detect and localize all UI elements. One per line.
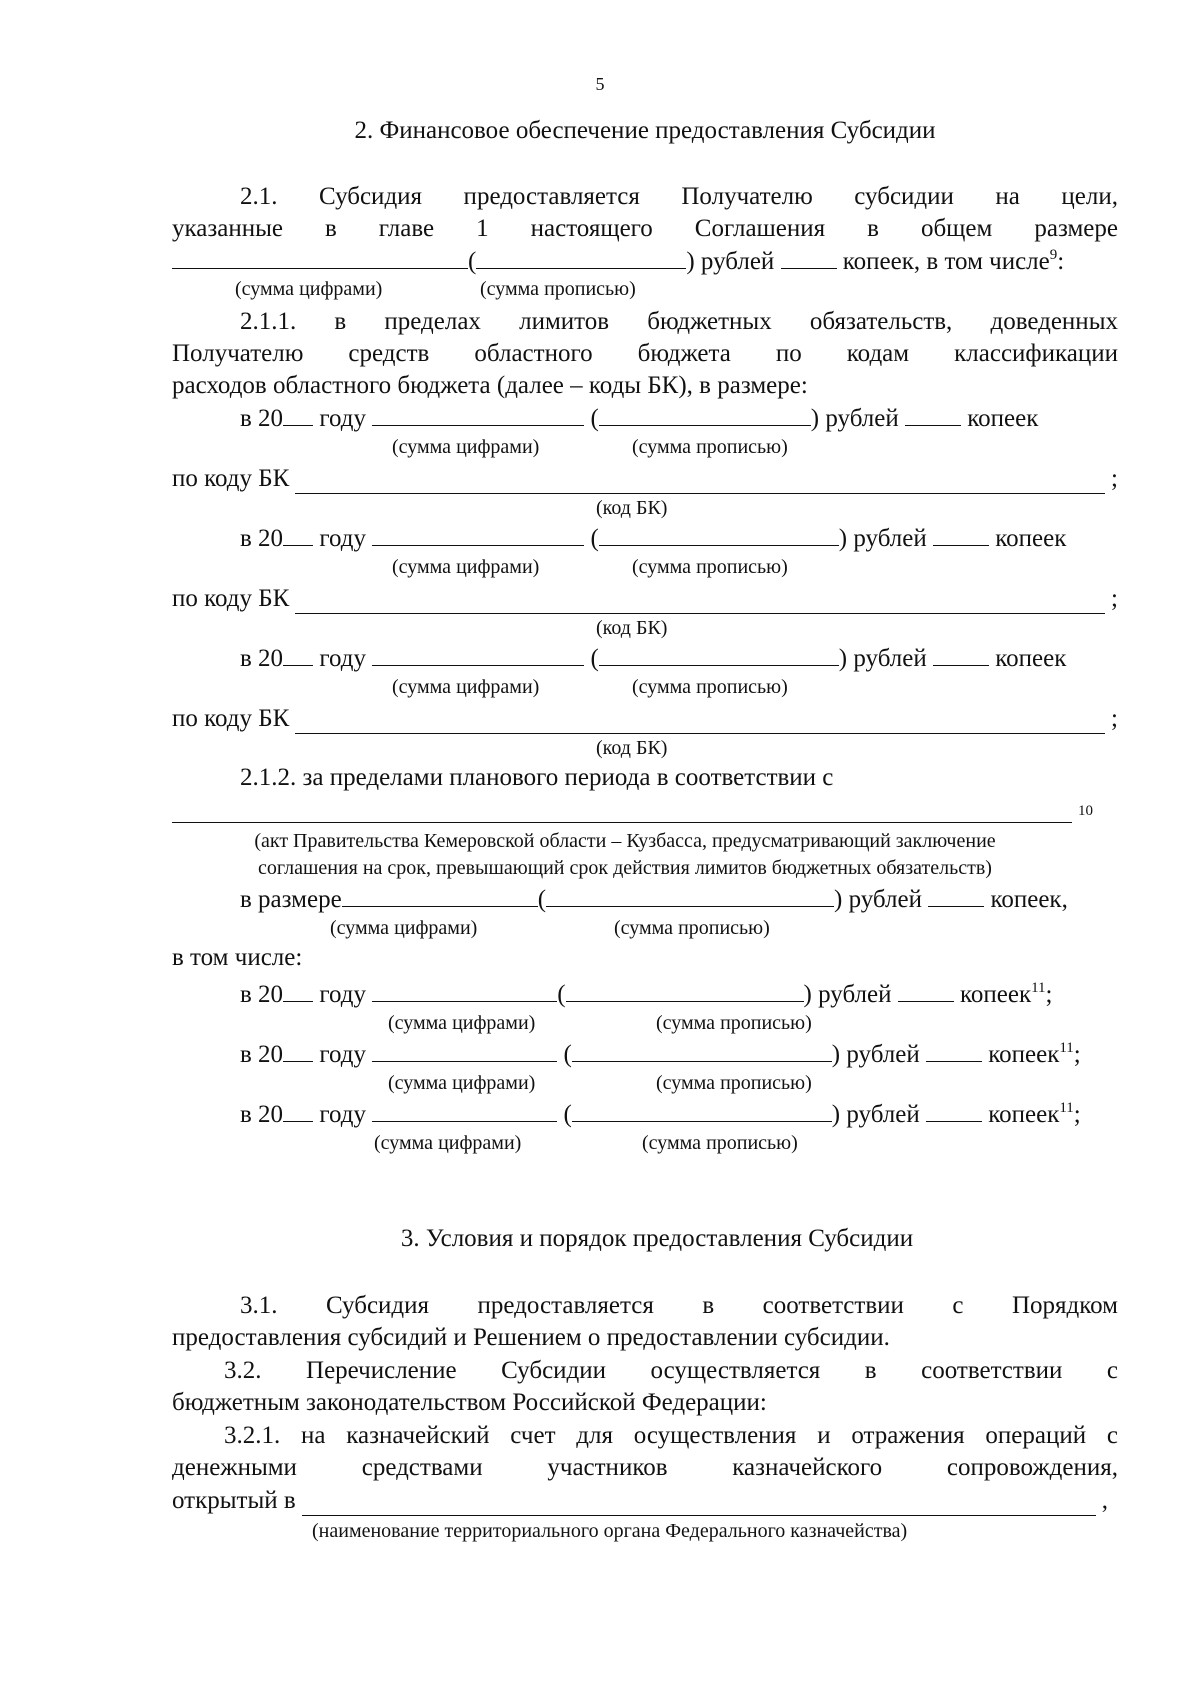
footnote-11: 11: [1031, 980, 1046, 996]
p32-line2: бюджетным законодательством Российской Федерации:: [172, 1389, 767, 1416]
sum-words-blank[interactable]: [599, 643, 839, 666]
year-blank[interactable]: [283, 1039, 313, 1062]
p21-line1: 2.1. Субсидия предоставляется Получателю субсидии на цели,: [240, 183, 1118, 210]
sum-digits-blank[interactable]: [342, 884, 538, 907]
p321-line2: денежными средствами участников казначейского сопровождения,: [172, 1454, 1118, 1481]
caption-sum-digits: (сумма цифрами): [392, 676, 540, 698]
caption-bk: (код БК): [596, 617, 668, 639]
sum-words-blank[interactable]: [476, 246, 686, 269]
kopeks-blank[interactable]: [928, 884, 984, 907]
sum-digits-blank[interactable]: [372, 643, 584, 666]
kopeks-blank[interactable]: [905, 403, 961, 426]
caption-sum-digits: (сумма цифрами): [374, 1132, 522, 1154]
kopeks-blank[interactable]: [933, 523, 989, 546]
p21-line2: указанные в главе 1 настоящего Соглашения в общем размере: [172, 215, 1118, 242]
p31-line2: предоставления субсидий и Решением о предоставлении субсидии.: [172, 1324, 890, 1351]
footnote-9: 9: [1049, 247, 1058, 263]
sum-digits-blank[interactable]: [372, 403, 584, 426]
p211-line3: расходов областного бюджета (далее – коды БК), в размере:: [172, 372, 808, 399]
caption-sum-words: (сумма прописью): [614, 917, 770, 939]
section-3-title: 3. Условия и порядок предоставления Субсидии: [400, 1225, 914, 1252]
year-blank[interactable]: [283, 979, 313, 1002]
kopeks-blank[interactable]: [933, 643, 989, 666]
sum-words-blank[interactable]: [572, 1039, 832, 1062]
caption-sum-digits: (сумма цифрами): [330, 917, 478, 939]
sum-words-blank[interactable]: [572, 1099, 832, 1122]
bk-row-3: по коду БК ;: [172, 705, 1118, 732]
caption-sum-words: (сумма прописью): [632, 436, 788, 458]
kopeks-blank[interactable]: [926, 1039, 982, 1062]
footnote-11: 11: [1059, 1100, 1074, 1116]
caption-sum-digits: (сумма цифрами): [392, 556, 540, 578]
treasury-organ-blank[interactable]: [302, 1493, 1096, 1516]
year-row-2: в 20 году ( ) рублей копеек: [240, 525, 1067, 552]
caption-sum-digits: (сумма цифрами): [392, 436, 540, 458]
year-row-6: в 20 году ( ) рублей копеек$^{11}$;: [240, 1100, 1081, 1128]
kopeks-blank[interactable]: [898, 979, 954, 1002]
sum-digits-blank[interactable]: [372, 1099, 557, 1122]
p211-line1: 2.1.1. в пределах лимитов бюджетных обязательств, доведенных: [240, 308, 1118, 335]
year-blank[interactable]: [283, 403, 313, 426]
act-name-blank[interactable]: [172, 822, 1072, 823]
sum-words-blank[interactable]: [599, 403, 811, 426]
year-row-5: в 20 году ( ) рублей копеек$^{11}$;: [240, 1040, 1081, 1068]
incl-line: в том числе:: [172, 944, 303, 971]
p321-line3: открытый в ,: [172, 1487, 1108, 1514]
p21-line3: ( ) рублей копеек, в том числе$^9$:: [172, 246, 1118, 277]
year-row-1: в 20 году ( ) рублей копеек: [240, 405, 1039, 432]
page-number: 5: [595, 74, 605, 94]
p211-line2: Получателю средств областного бюджета по кодам классификации: [172, 340, 1118, 367]
caption-sum-words: (сумма прописью): [642, 1132, 798, 1154]
kopeks-blank[interactable]: [926, 1099, 982, 1122]
year-blank[interactable]: [283, 1099, 313, 1122]
sum-digits-blank[interactable]: [172, 246, 468, 269]
kopeks-blank[interactable]: [781, 246, 837, 269]
p321-line1: 3.2.1. на казначейский счет для осуществления и отражения операций с: [224, 1422, 1118, 1449]
size-row: в размере ( ) рублей копеек,: [240, 886, 1068, 913]
caption-act-line1: (акт Правительства Кемеровской области – Кузбасса, предусматривающий заключение: [254, 830, 996, 852]
caption-sum-digits: (сумма цифрами): [235, 278, 383, 300]
caption-act-line2: соглашения на срок, превышающий срок действия лимитов бюджетных обязательств): [258, 857, 992, 879]
bk-code-blank[interactable]: [295, 591, 1105, 614]
sum-digits-blank[interactable]: [372, 523, 584, 546]
section-2-title: 2. Финансовое обеспечение предоставления Субсидии: [354, 117, 936, 144]
sum-digits-blank[interactable]: [372, 1039, 557, 1062]
caption-sum-words: (сумма прописью): [656, 1072, 812, 1094]
caption-sum-digits: (сумма цифрами): [388, 1012, 536, 1034]
footnote-10: 10: [1078, 803, 1093, 819]
year-row-3: в 20 году ( ) рублей копеек: [240, 645, 1067, 672]
caption-treasury: (наименование территориального органа Федерального казначейства): [312, 1520, 908, 1542]
caption-sum-words: (сумма прописью): [632, 556, 788, 578]
sum-words-blank[interactable]: [566, 979, 804, 1002]
caption-sum-words: (сумма прописью): [632, 676, 788, 698]
caption-bk: (код БК): [596, 497, 668, 519]
year-row-4: в 20 году ( ) рублей копеек$^{11}$;: [240, 980, 1053, 1008]
bk-code-blank[interactable]: [295, 711, 1105, 734]
p212-line: 2.1.2. за пределами планового периода в соответствии с: [240, 764, 834, 791]
p32-line1: 3.2. Перечисление Субсидии осуществляется в соответствии с: [224, 1357, 1118, 1384]
bk-row-1: по коду БК ;: [172, 465, 1118, 492]
footnote-11: 11: [1059, 1040, 1074, 1056]
caption-sum-words: (сумма прописью): [656, 1012, 812, 1034]
year-blank[interactable]: [283, 523, 313, 546]
bk-row-2: по коду БК ;: [172, 585, 1118, 612]
caption-bk: (код БК): [596, 737, 668, 759]
bk-code-blank[interactable]: [295, 471, 1105, 494]
year-blank[interactable]: [283, 643, 313, 666]
caption-sum-digits: (сумма цифрами): [388, 1072, 536, 1094]
sum-words-blank[interactable]: [599, 523, 839, 546]
caption-sum-words: (сумма прописью): [480, 278, 636, 300]
sum-words-blank[interactable]: [546, 884, 834, 907]
sum-digits-blank[interactable]: [372, 979, 557, 1002]
p31-line1: 3.1. Субсидия предоставляется в соответствии с Порядком: [240, 1292, 1118, 1319]
